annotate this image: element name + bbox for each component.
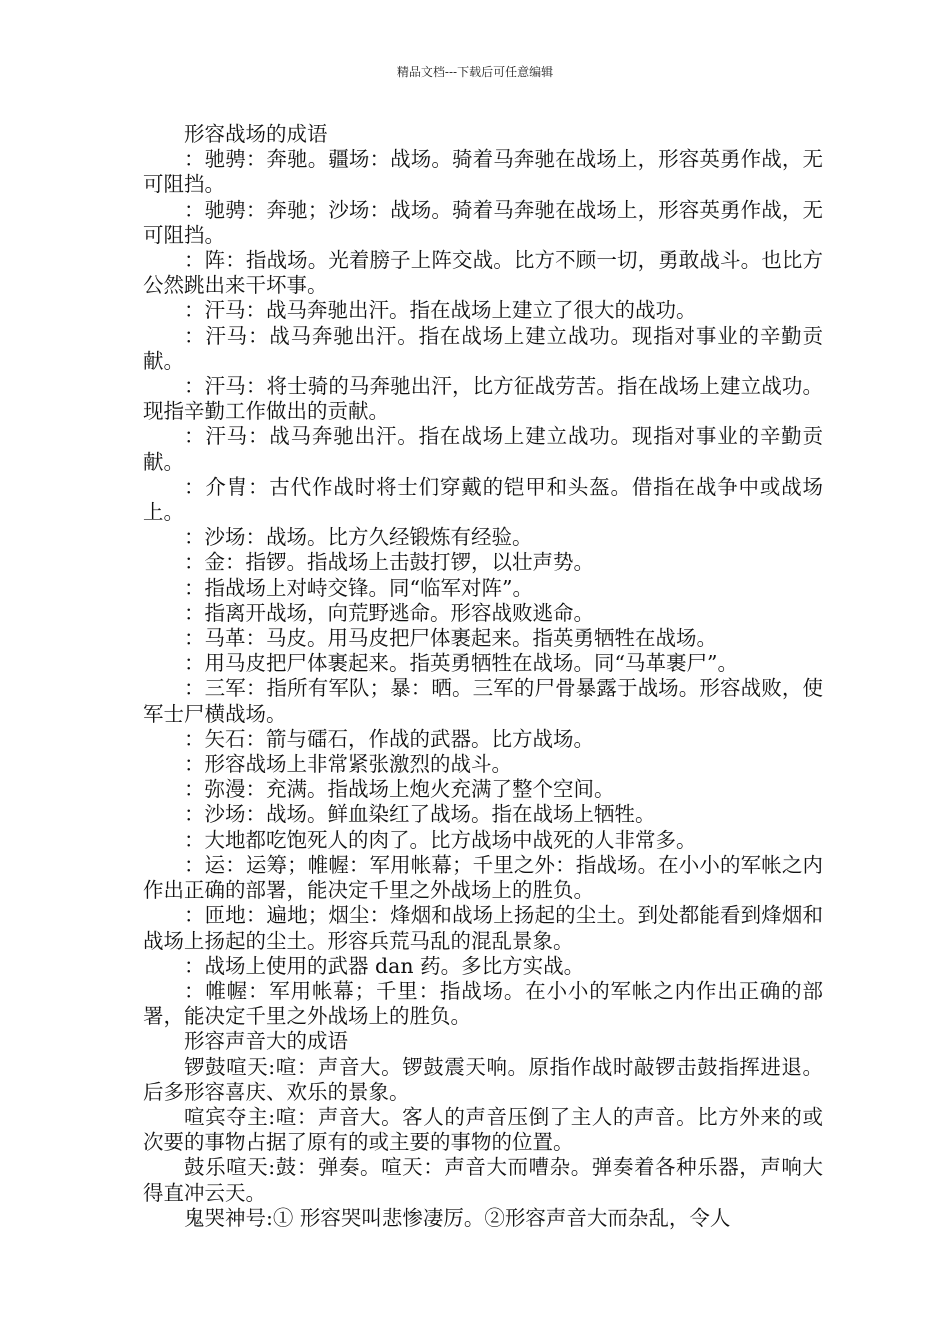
idiom-entry: ：汗马：战马奔驰出汗。指在战场上建立战功。现指对事业的辛勤贡献。 (143, 323, 823, 373)
idiom-entry: ：汗马：战马奔驰出汗。指在战场上建立战功。现指对事业的辛勤贡献。 (143, 424, 823, 474)
idiom-entry: 喧宾夺主:喧：声音大。客人的声音压倒了主人的声音。比方外来的或次要的事物占据了原有的或主要的事物的位置。 (143, 1104, 823, 1155)
idiom-entry: ：介胄：古代作战时将士们穿戴的铠甲和头盔。借指在战争中或战场上。 (143, 474, 823, 525)
idiom-entry: ：弥漫：充满。指战场上炮火充满了整个空间。 (184, 777, 615, 802)
idiom-entry: 鼓乐喧天:鼓：弹奏。喧天：声音大而嘈杂。弹奏着各种乐器，声响大得直冲云天。 (143, 1155, 823, 1205)
section-title-loud-sound: 形容声音大的成语 (184, 1029, 348, 1054)
idiom-entry: ：三军：指所有军队；暴：晒。三军的尸骨暴露于战场。形容战败，使军士尸横战场。 (143, 676, 823, 726)
idiom-entry: ：汗马：战马奔驰出汗。指在战场上建立了很大的战功。 (184, 298, 697, 323)
idiom-entry: ：马革：马皮。用马皮把尸体裹起来。指英勇牺牲在战场。 (184, 626, 717, 651)
document-body (143, 122, 823, 1231)
idiom-entry: ：沙场：战场。鲜血染红了战场。指在战场上牺牲。 (184, 802, 656, 827)
page-header: 精品文档---下载后可任意编辑 (396, 65, 554, 79)
idiom-entry: ：帷幄：军用帐幕；千里：指战场。在小小的军帐之内作出正确的部署，能决定千里之外战场上的胜负。 (143, 978, 823, 1029)
idiom-entry: ：大地都吃饱死人的肉了。比方战场中战死的人非常多。 (184, 827, 697, 852)
idiom-entry: ：形容战场上非常紧张激烈的战斗。 (184, 752, 512, 777)
idiom-entry: ：指离开战场，向荒野逃命。形容战败逃命。 (184, 600, 594, 625)
idiom-entry: 锣鼓喧天:喧：声音大。锣鼓震天响。原指作战时敲锣击鼓指挥进退。后多形容喜庆、欢乐的景象。 (143, 1054, 823, 1104)
idiom-entry: ：运：运筹；帷幄：军用帐幕；千里之外：指战场。在小小的军帐之内作出正确的部署，能决定千里之外战场上的胜负。 (143, 852, 823, 903)
idiom-entry: ：驰骋：奔驰。疆场：战场。骑着马奔驰在战场上，形容英勇作战，无可阻挡。 (143, 147, 823, 197)
idiom-entry: ：金：指锣。指战场上击鼓打锣，以壮声势。 (184, 550, 594, 575)
idiom-entry: ：战场上使用的武器 dan 药。多比方实战。 (184, 953, 585, 978)
idiom-entry: ：驰骋：奔驰；沙场：战场。骑着马奔驰在战场上，形容英勇作战，无可阻挡。 (143, 197, 823, 247)
idiom-entry: ：汗马：将士骑的马奔驰出汗，比方征战劳苦。指在战场上建立战功。现指辛勤工作做出的贡献。 (143, 374, 823, 424)
idiom-entry: ：匝地：遍地；烟尘：烽烟和战场上扬起的尘土。到处都能看到烽烟和战场上扬起的尘土。形容兵荒马乱的混乱景象。 (143, 903, 823, 953)
idiom-entry: ：矢石：箭与礌石，作战的武器。比方战场。 (184, 726, 594, 751)
idiom-entry: ：阵：指战场。光着膀子上阵交战。比方不顾一切，勇敢战斗。也比方公然跳出来干坏事。 (143, 248, 823, 298)
idiom-entry: ：指战场上对峙交锋。同“临军对阵”。 (184, 575, 533, 600)
idiom-entry: ：沙场：战场。比方久经锻炼有经验。 (184, 525, 533, 550)
idiom-entry: 鬼哭神号:① 形容哭叫悲惨凄厉。②形容声音大而杂乱，令人 (184, 1205, 731, 1230)
idiom-entry: ：用马皮把尸体裹起来。指英勇牺牲在战场。同“马革裹尸”。 (184, 651, 738, 676)
section-title-battlefield: 形容战场的成语 (184, 122, 328, 146)
